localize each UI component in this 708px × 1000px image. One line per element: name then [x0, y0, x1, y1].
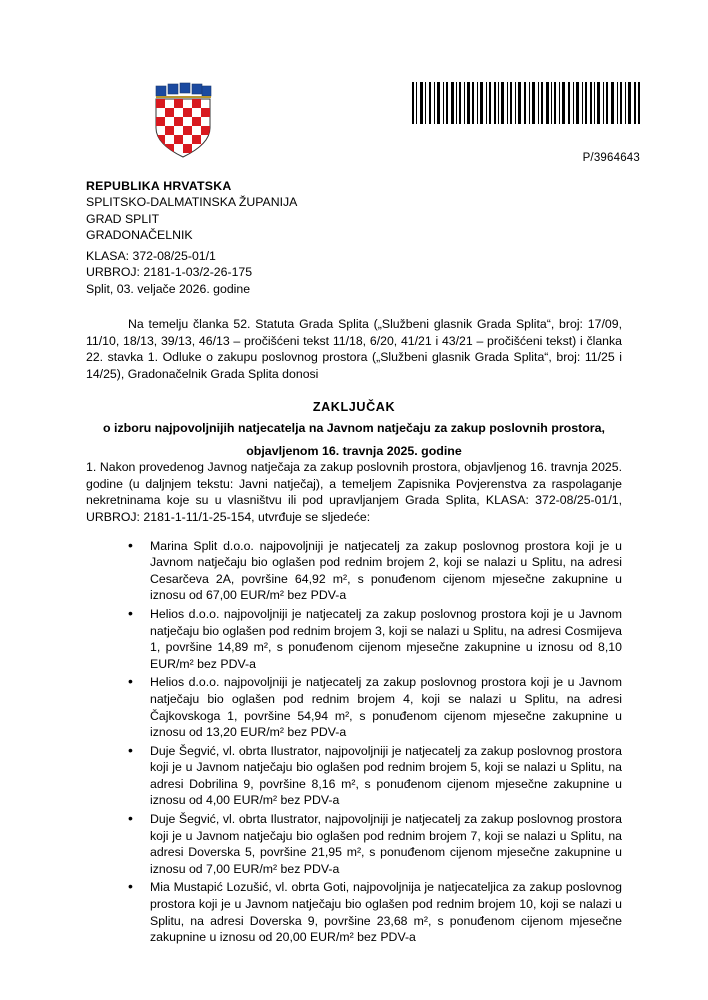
reference-place-date: Split, 03. veljače 2026. godine — [86, 281, 251, 296]
legal-basis-paragraph: Na temelju članka 52. Statuta Grada Splita („Službeni glasnik Grada Splita“, broj: 17/09, 11/10, 18/13, 39/13, 46/13 – pročišćeni tekst 11/18, 6/20, 41/21 i 43/21 – pročišćeni tekst) i članka 22. stavka 1. Odluke o zakupu poslovnog prostora („Službeni glasnik Grada Splita“, broj: 11/25 i 14/25), Gradonačelnik Grada Splita donosi — [86, 317, 622, 381]
tender-winners-list — [86, 538, 622, 946]
barcode-number: P/3964643 — [582, 152, 640, 164]
document-header — [0, 0, 708, 164]
barcode-image — [412, 82, 640, 124]
reference-block — [86, 248, 252, 297]
paragraph-1: 1. Nakon provedenog Javnog natječaja za zakup poslovnih prostora, objavljenog 16. travnja 2025. godine (u daljnjem tekstu: Javni natječaj), a temeljem Zapisnika Povjerenstva za raspolaganje nekretninama koje su u vlasništvu ili pod upravljanjem Grada Splita, KLASA: 372-08/25-01/1, URBROJ: 2181-1-11/1-25-154, utvrđuje se sljedeće: — [86, 460, 622, 524]
croatian-coat-of-arms-icon — [152, 82, 214, 158]
list-item: • Helios d.o.o. najpovoljniji je natjecatelj za zakup poslovnog prostora koji je u Javnom natječaju bio oglašen pod rednim brojem 3, koji se nalazi u Splitu, na adresi Cosmijeva 1, površine 14,89 m², s ponuđenom cijenom mjesečne zakupnine u iznosu od 8,10 EUR/m² bez PDV-a — [128, 606, 622, 672]
document-title-block — [86, 400, 622, 459]
list-item: • Helios d.o.o. najpovoljniji je natjecatelj za zakup poslovnog prostora koji je u Javnom natječaju bio oglašen pod rednim brojem 4, koji se nalazi u Splitu, na adresi Čajkovskoga 1, površine 54,94 m², s ponuđenom cijenom mjesečne zakupnine u iznosu od 13,20 EUR/m² bez PDV-a — [128, 674, 622, 740]
list-item: • Duje Šegvić, vl. obrta Ilustrator, najpovoljniji je natjecatelj za zakup poslovnog prostora koji je u Javnom natječaju bio oglašen pod rednim brojem 7, koji se nalazi u Splitu, na adresi Doverska 5, površine 21,95 m², s ponuđenom cijenom mjesečne zakupnine u iznosu od 7,00 EUR/m² bez PDV-a — [128, 811, 622, 877]
issuer-city: GRAD SPLIT — [86, 211, 160, 226]
document-body — [86, 316, 622, 948]
barcode-block — [412, 82, 640, 164]
issuer-address-block — [86, 178, 297, 244]
document-title: ZAKLJUČAK — [312, 400, 396, 415]
reference-urbroj: URBROJ: 2181-1-03/2-26-175 — [86, 265, 253, 280]
list-item: • Duje Šegvić, vl. obrta Ilustrator, najpovoljniji je natjecatelj za zakup poslovnog prostora koji je u Javnom natječaju bio oglašen pod rednim brojem 5, koji se nalazi u Splitu, na adresi Dobrilina 9, površine 8,16 m², s ponuđenom cijenom mjesečne zakupnine u iznosu od 4,00 EUR/m² bez PDV-a — [128, 743, 622, 809]
issuer-office: GRADONAČELNIK — [86, 228, 193, 243]
reference-klasa: KLASA: 372-08/25-01/1 — [86, 249, 216, 263]
document-subtitle-line-2: objavljenom 16. travnja 2025. godine — [246, 443, 462, 458]
list-item: • Mia Mustapić Lozušić, vl. obrta Goti, najpovoljnija je natjecateljica za zakup poslovnog prostora koji je u Javnom natječaju bio oglašen pod rednim brojem 10, koji se nalazi u Splitu, na adresi Doverska 9, površine 23,68 m², s ponuđenom cijenom mjesečne zakupnine u iznosu od 20,00 EUR/m² bez PDV-a — [128, 879, 622, 945]
list-item: • Marina Split d.o.o. najpovoljniji je natjecatelj za zakup poslovnog prostora koji je u Javnom natječaju bio oglašen pod rednim brojem 2, koji se nalazi u Splitu, na adresi Cesarčeva 2A, površine 64,92 m², s ponuđenom cijenom mjesečne zakupnine u iznosu od 67,00 EUR/m² bez PDV-a — [128, 538, 622, 604]
document-subtitle-line-1: o izboru najpovoljnijih natjecatelja na Javnom natječaju za zakup poslovnih prostora, — [103, 421, 605, 436]
issuer-country: REPUBLIKA HRVATSKA — [86, 179, 232, 193]
issuer-county: SPLITSKO-DALMATINSKA ŽUPANIJA — [86, 195, 298, 210]
